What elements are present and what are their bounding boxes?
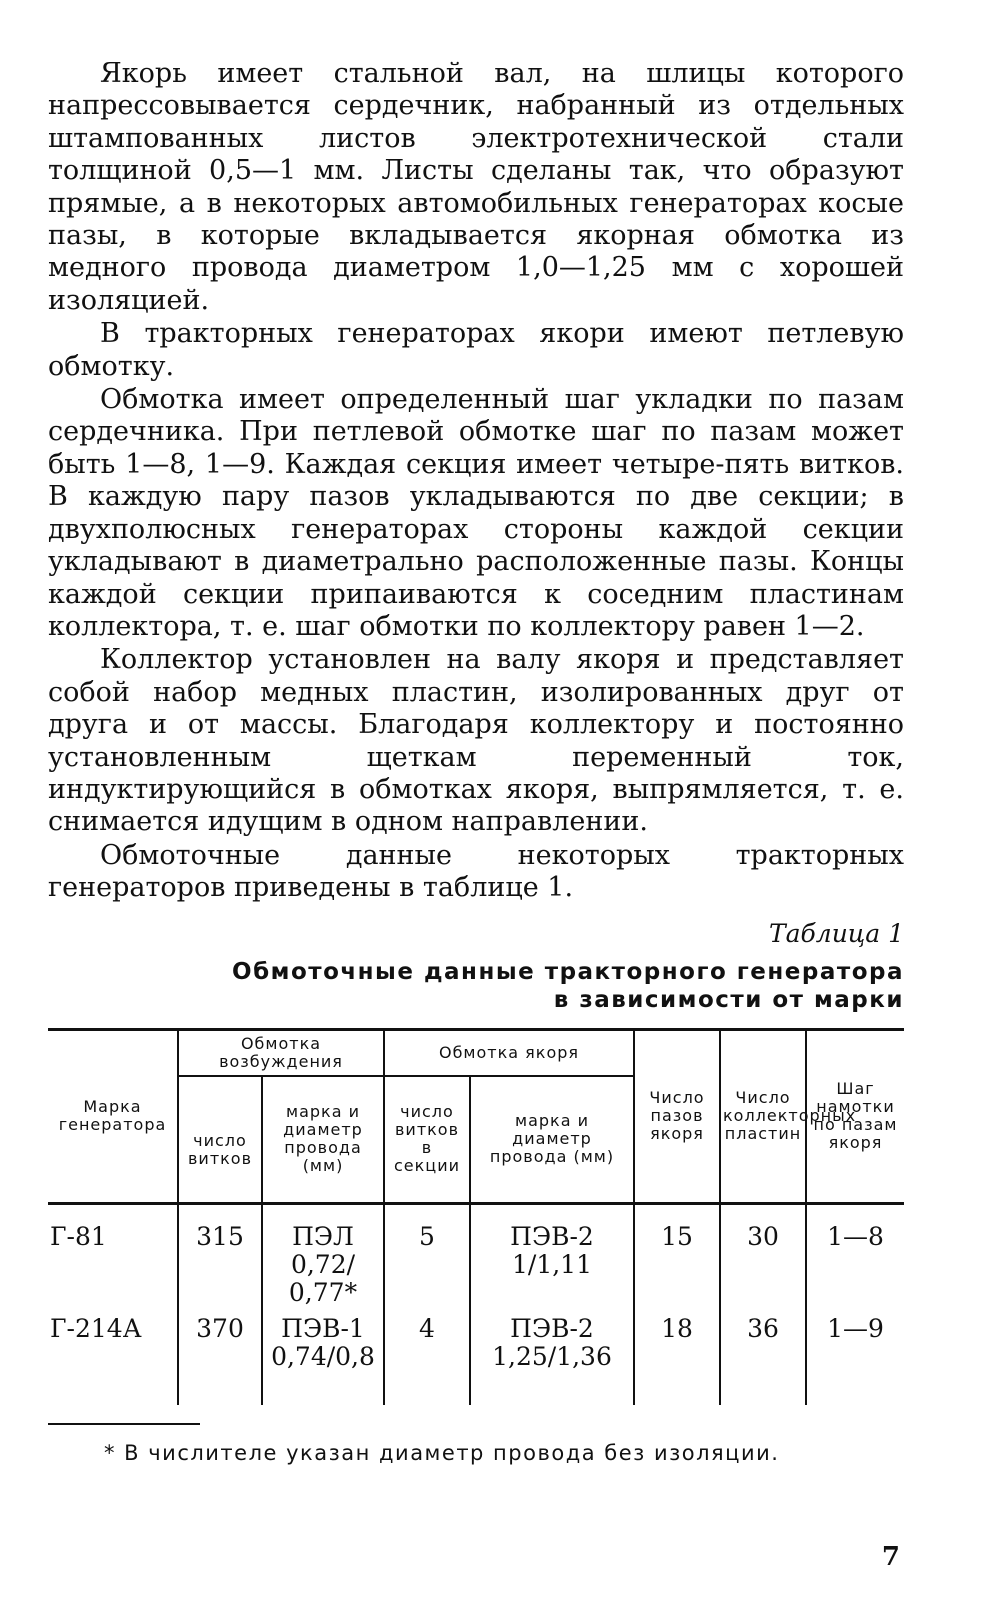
cell-exc-wire: ПЭЛ 0,72/ 0,77*	[262, 1217, 384, 1309]
table-row	[48, 1217, 904, 1309]
header-plates: Число коллекторных пластин	[720, 1029, 806, 1204]
table-title	[48, 958, 904, 1014]
table-row	[48, 1309, 904, 1405]
cell-plates: 30	[720, 1217, 806, 1309]
page-body	[48, 58, 904, 1465]
header-exc-wire: марка и диаметр провода (мм)	[262, 1076, 384, 1204]
cell-arm-wire: ПЭВ-2 1/1,11	[470, 1217, 634, 1309]
paragraph-table-ref: Обмоточные данные некоторых тракторных генераторов приведены в таблице 1.	[48, 839, 904, 904]
header-exc-turns: число витков	[178, 1076, 262, 1204]
table-title-line2: в зависимости от марки	[553, 986, 904, 1013]
header-arm-turns: число витков в секции	[384, 1076, 470, 1204]
cell-plates: 36	[720, 1309, 806, 1405]
cell-slots: 15	[634, 1217, 720, 1309]
cell-exc-turns: 315	[178, 1217, 262, 1309]
cell-step: 1—8	[806, 1217, 904, 1309]
header-armature: Обмотка якоря	[384, 1029, 634, 1076]
header-arm-wire: марка и диаметр провода (мм)	[470, 1076, 634, 1204]
paragraph-armature: Якорь имеет стальной вал, на шлицы которого напрессовывается сердечник, набранный из отдельных штампованных листов электротехнической стали толщиной 0,5—1 мм. Листы сделаны так, что образуют прямые, а в некоторых автомобильных генераторах косые пазы, в которые вкладывается якорная обмотка из медного провода диаметром 1,0—1,25 мм с хорошей изоляцией.	[48, 58, 904, 316]
cell-step: 1—9	[806, 1309, 904, 1405]
paragraph-winding-step: Обмотка имеет определенный шаг укладки по пазам сердечника. При петлевой обмотке шаг по пазам может быть 1—8, 1—9. Каждая секция имеет четыре-пять витков. В каждую пару пазов укладываются по две секции; в двухполюсных генераторах стороны каждой секции укладывают в диаметрально расположенные пазы. Концы каждой секции припаиваются к соседним пластинам коллектора, т. е. шаг обмотки по коллектору равен 1—2.	[48, 384, 904, 642]
header-mark: Марка генератора	[58, 1097, 167, 1135]
footnote-rule	[48, 1423, 200, 1425]
table-title-line1: Обмоточные данные тракторного генератора	[232, 958, 904, 985]
header-slots: Число пазов якоря	[634, 1029, 720, 1204]
cell-mark: Г-214А	[50, 1314, 142, 1344]
header-step: Шаг намотки по пазам якоря	[806, 1029, 904, 1204]
cell-arm-turns: 4	[384, 1309, 470, 1405]
cell-exc-turns: 370	[178, 1309, 262, 1405]
cell-slots: 18	[634, 1309, 720, 1405]
header-excitation: Обмотка возбуждения	[178, 1029, 384, 1076]
cell-arm-wire: ПЭВ-2 1,25/1,36	[470, 1309, 634, 1405]
paragraph-loop-winding: В тракторных генераторах якори имеют петлевую обмотку.	[48, 318, 904, 382]
page-number: 7	[881, 1542, 900, 1572]
footnote: * В числителе указан диаметр провода без изоляции.	[104, 1441, 780, 1466]
cell-arm-turns: 5	[384, 1217, 470, 1309]
paragraph-commutator: Коллектор установлен на валу якоря и представляет собой набор медных пластин, изолированных друг от друга и от массы. Благодаря коллектору и постоянно установленным щеткам переменный ток, индуктирующийся в обмотках якоря, выпрямляется, т. е. снимается идущим в одном направлении.	[48, 644, 904, 838]
table-number: Таблица 1	[768, 918, 904, 948]
cell-mark: Г-81	[50, 1222, 107, 1252]
winding-data-table	[48, 1028, 904, 1406]
cell-exc-wire: ПЭВ-1 0,74/0,8	[262, 1309, 384, 1405]
